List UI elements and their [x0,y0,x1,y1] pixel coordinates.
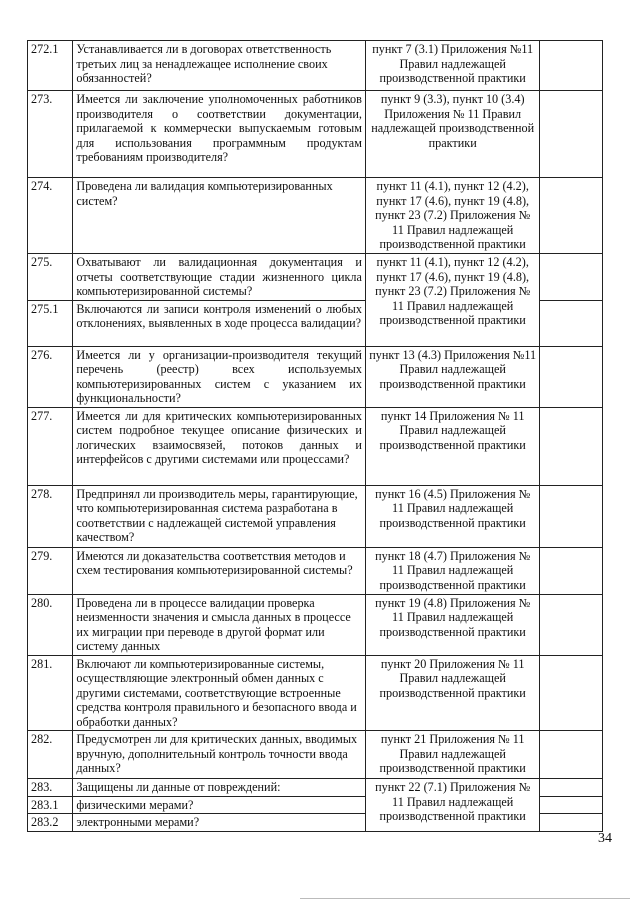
item-question: Устанавливается ли в договорах ответственность третьих лиц за ненадлежащее исполнение своих обязанностей? [73,41,366,91]
item-question: Имеется ли у организации-производителя текущий перечень (реестр) всех используемых компьютеризированных систем с указанием их функциональности? [73,346,366,407]
item-question: Включаются ли записи контроля изменений о любых отклонениях, выявленных в ходе процесса валидации? [73,300,366,346]
item-number: 283.2 [28,814,73,832]
item-question: Включают ли компьютеризированные системы, осуществляющие электронный обмен данных с другими системами, соответствующие встроенные средства контроля правильного и безопасного ввода и обработки данных? [73,655,366,731]
item-reference: пункт 11 (4.1), пункт 12 (4.2), пункт 17 (4.6), пункт 19 (4.8), пункт 23 (7.2) Приложения № 11 Правил надлежащей производственной практики [365,254,540,347]
answer-cell [540,731,603,779]
item-number: 283.1 [28,796,73,814]
answer-cell [540,178,603,254]
table-row [28,547,603,594]
table-row [28,41,603,91]
table-row [28,731,603,779]
item-question: Имеются ли доказательства соответствия методов и схем тестирования компьютеризированной системы? [73,547,366,594]
item-number: 280. [28,594,73,655]
answer-cell [540,407,603,485]
item-number: 276. [28,346,73,407]
answer-cell [540,485,603,547]
item-question: Проведена ли валидация компьютеризированных систем? [73,178,366,254]
item-reference: пункт 19 (4.8) Приложения № 11 Правил надлежащей производственной практики [365,594,540,655]
item-question: Предпринял ли производитель меры, гарантирующие, что компьютеризированная система разработана в соответствии с надлежащей системой управления качеством? [73,485,366,547]
table-row [28,594,603,655]
table-row [28,254,603,301]
item-question: Защищены ли данные от повреждений: [73,779,366,797]
item-number: 277. [28,407,73,485]
item-question: Предусмотрен ли для критических данных, вводимых вручную, дополнительный контроль точности ввода данных? [73,731,366,779]
table-row [28,346,603,407]
answer-cell [540,796,603,814]
answer-cell [540,41,603,91]
item-number: 283. [28,779,73,797]
item-reference: пункт 7 (3.1) Приложения №11 Правил надлежащей производственной практики [365,41,540,91]
answer-cell [540,346,603,407]
item-reference: пункт 11 (4.1), пункт 12 (4.2), пункт 17 (4.6), пункт 19 (4.8), пункт 23 (7.2) Приложения № 11 Правил надлежащей производственной практики [365,178,540,254]
answer-cell [540,300,603,346]
item-number: 282. [28,731,73,779]
answer-cell [540,547,603,594]
answer-cell [540,254,603,301]
item-number: 278. [28,485,73,547]
table-row [28,655,603,731]
answer-cell [540,91,603,178]
answer-cell [540,814,603,832]
item-reference: пункт 14 Приложения № 11 Правил надлежащей производственной практики [365,407,540,485]
item-question: физическими мерами? [73,796,366,814]
item-question: Проведена ли в процессе валидации проверка неизменности значения и смысла данных в процессе их миграции при переводе в другой формат или систему данных [73,594,366,655]
table-row [28,407,603,485]
item-reference: пункт 20 Приложения № 11 Правил надлежащей производственной практики [365,655,540,731]
answer-cell [540,655,603,731]
item-number: 273. [28,91,73,178]
item-number: 275. [28,254,73,301]
item-number: 279. [28,547,73,594]
item-question: Имеется ли заключение уполномоченных работников производителя о соответствии документации, прилагаемой к коммерчески выпускаемым готовым для использования программным продуктам требованиям производителя? [73,91,366,178]
table-row [28,178,603,254]
answer-cell [540,594,603,655]
item-reference: пункт 13 (4.3) Приложения №11 Правил надлежащей производственной практики [365,346,540,407]
footer-divider [300,898,630,899]
item-question: Охватывают ли валидационная документация и отчеты соответствующие стадии жизненного цикла компьютеризированной системы? [73,254,366,301]
item-number: 275.1 [28,300,73,346]
item-number: 272.1 [28,41,73,91]
answer-cell [540,779,603,797]
table-row [28,485,603,547]
item-number: 281. [28,655,73,731]
item-reference: пункт 21 Приложения № 11 Правил надлежащей производственной практики [365,731,540,779]
item-reference: пункт 22 (7.1) Приложения № 11 Правил надлежащей производственной практики [365,779,540,832]
checklist-table [27,40,603,832]
item-reference: пункт 18 (4.7) Приложения № 11 Правил надлежащей производственной практики [365,547,540,594]
table-row [28,91,603,178]
item-number: 274. [28,178,73,254]
item-question: электронными мерами? [73,814,366,832]
item-question: Имеется ли для критических компьютеризированных систем подробное текущее описание физических и логических взаимосвязей, потоков данных и интерфейсов с другими системами или процессами? [73,407,366,485]
item-reference: пункт 16 (4.5) Приложения № 11 Правил надлежащей производственной практики [365,485,540,547]
page-number: 34 [598,831,612,846]
table-row [28,779,603,797]
item-reference: пункт 9 (3.3), пункт 10 (3.4) Приложения № 11 Правил надлежащей производственной практики [365,91,540,178]
